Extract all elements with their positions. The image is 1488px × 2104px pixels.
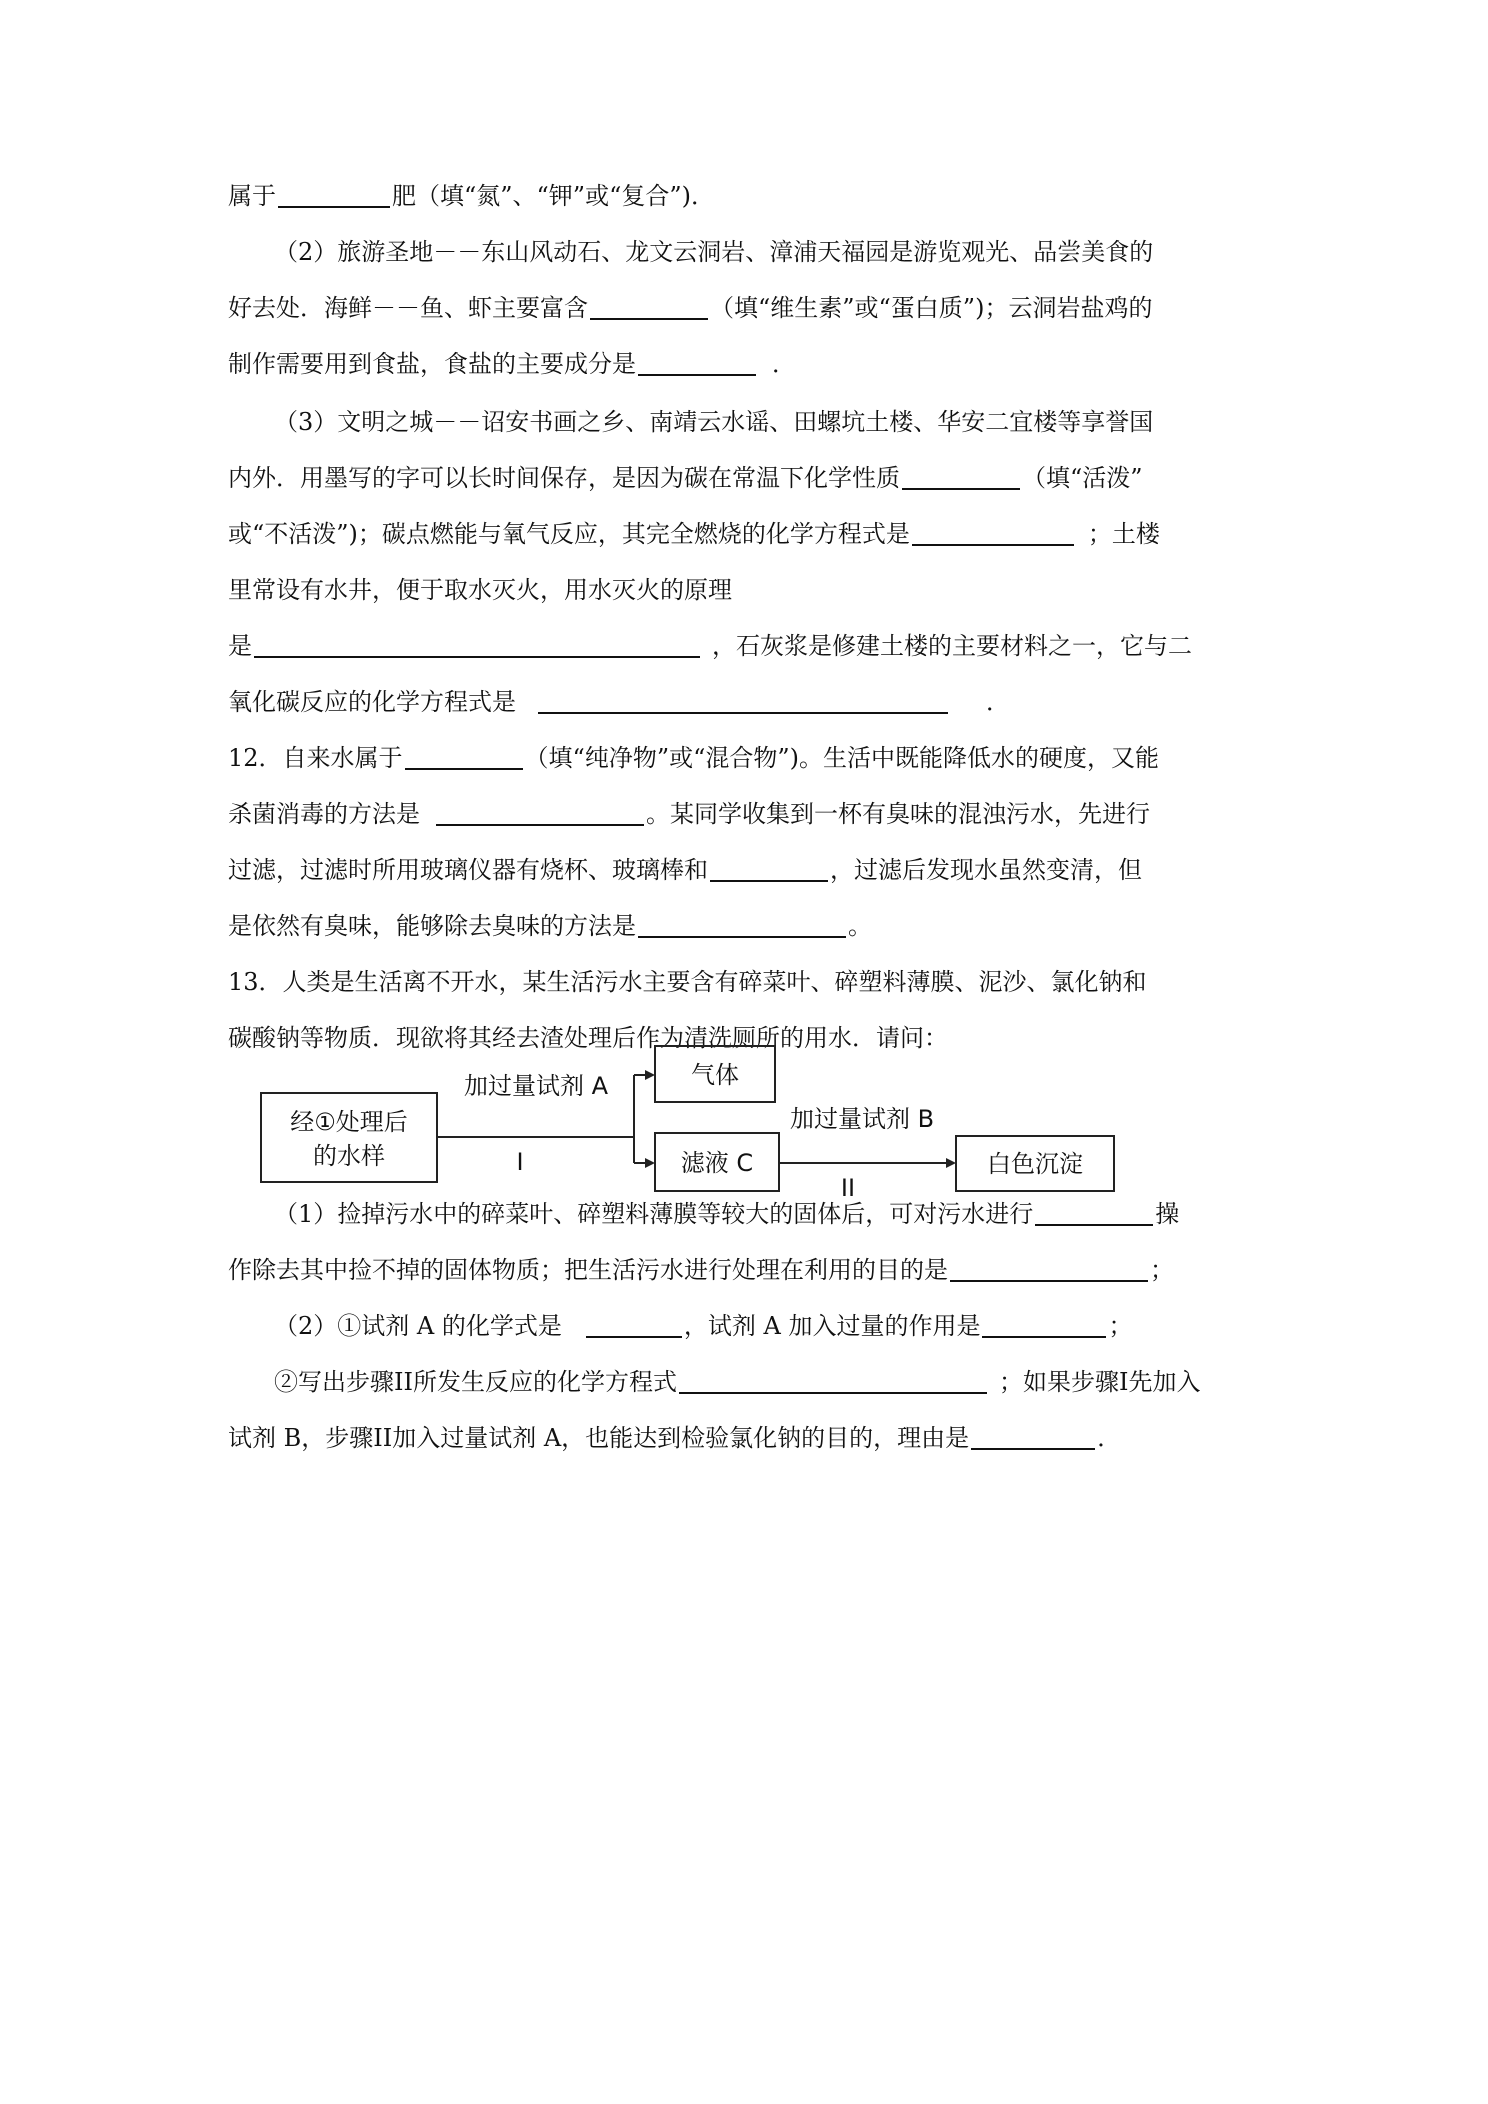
q13-text: 试剂 B，步骤II加入过量试剂 A，也能达到检验氯化钠的目的，理由是 (228, 1424, 970, 1452)
q11-text: 属于 (228, 182, 276, 210)
q13-text: ，试剂 A 加入过量的作用是 (683, 1312, 981, 1340)
q13-text: （2）①试剂 A 的化学式是 (274, 1312, 562, 1340)
q13-p2-line-3 (228, 1422, 1121, 1454)
q12-text: 。某同学收集到一杯有臭味的混浊污水，先进行 (646, 800, 1150, 828)
q12-text: （填“纯净物”或“混合物”)。生活中既能降低水的硬度，又能 (524, 744, 1159, 772)
step-ii-label: II (840, 1174, 856, 1200)
q12-text: 过滤，过滤时所用玻璃仪器有烧杯、玻璃棒和 (228, 856, 708, 884)
q12-text: 12．自来水属于 (228, 744, 403, 772)
q13-text: 作除去其中捡不掉的固体物质；把生活污水进行处理在利用的目的是 (228, 1256, 948, 1284)
reagent-b-label: 加过量试剂 B (789, 1105, 935, 1133)
q11-text: 或“不活泼”)；碳点燃能与氧气反应，其完全燃烧的化学方程式是 (228, 520, 910, 548)
answer-blank[interactable] (982, 1312, 1106, 1338)
q13-text: 碳酸钠等物质．现欲将其经去渣处理后作为清洗厕所的用水．请问： (228, 1024, 948, 1052)
q11-text: 是 (228, 632, 252, 660)
q12-text: 杀菌消毒的方法是 (228, 800, 420, 828)
q11-text: ，石灰浆是修建土楼的主要材料之一，它与二 (712, 632, 1192, 660)
answer-blank[interactable] (971, 1424, 1095, 1450)
q11-text: ． (986, 688, 1010, 716)
gas-label: 气体 (691, 1061, 739, 1089)
q11-text: （填“维生素”或“蛋白质”)；云洞岩盐鸡的 (710, 294, 1153, 322)
answer-blank[interactable] (586, 1312, 682, 1338)
arrowhead-icon (645, 1070, 655, 1080)
q13-p2-line-2 (274, 1366, 1200, 1398)
step-i-label: I (516, 1148, 524, 1176)
q13-text: ；如果步骤I先加入 (998, 1368, 1201, 1396)
q13-text: 13．人类是生活离不开水，某生活污水主要含有碎菜叶、碎塑料薄膜、泥沙、氯化钠和 (228, 968, 1147, 996)
q11-text: ． (772, 350, 796, 378)
q13-text: ； (1150, 1256, 1174, 1284)
white-precipitate-label: 白色沉淀 (987, 1150, 1083, 1178)
answer-blank[interactable] (679, 1368, 987, 1394)
q11-text: （填“活泼” (1022, 464, 1143, 492)
q11-text: 氧化碳反应的化学方程式是 (228, 688, 516, 716)
answer-blank[interactable] (950, 1256, 1148, 1282)
q11-text: 好去处．海鲜－－鱼、虾主要富含 (228, 294, 588, 322)
q11-text: （2）旅游圣地－－东山风动石、龙文云洞岩、漳浦天福园是游览观光、品尝美食的 (274, 238, 1154, 266)
q13-text: 操 (1155, 1200, 1180, 1228)
arrowhead-icon (645, 1158, 655, 1168)
q12-text: 。 (848, 912, 872, 940)
answer-blank[interactable] (1035, 1200, 1153, 1226)
q13-text: （1）捡掉污水中的碎菜叶、碎塑料薄膜等较大的固体后，可对污水进行 (274, 1200, 1034, 1228)
arrowhead-icon (946, 1158, 956, 1168)
q13-text: ； (1108, 1312, 1133, 1340)
q13-p1-line-1 (274, 1198, 1179, 1230)
q11-text: 制作需要用到食盐，食盐的主要成分是 (228, 350, 636, 378)
q13-p1-line-2 (228, 1254, 1174, 1286)
reagent-a-label: 加过量试剂 A (463, 1072, 609, 1100)
q12-text: 是依然有臭味，能够除去臭味的方法是 (228, 912, 636, 940)
q11-text: ；土楼 (1087, 520, 1160, 548)
q11-text: 内外．用墨写的字可以长时间保存，是因为碳在常温下化学性质 (228, 464, 900, 492)
filtrate-c-label: 滤液 C (680, 1149, 754, 1177)
water-sample-label: 经①处理后 (290, 1108, 408, 1136)
q11-text: 肥（填“氮”、“钾”或“复合”)． (392, 182, 715, 210)
q11-text: 里常设有水井，便于取水灭火，用水灭火的原理 (228, 576, 732, 604)
water-sample-label: 的水样 (313, 1142, 385, 1170)
q13-text: ． (1097, 1424, 1122, 1452)
q11-text: （3）文明之城－－诏安书画之乡、南靖云水谣、田螺坑土楼、华安二宜楼等享誉国 (274, 408, 1154, 436)
q13-text: ②写出步骤II所发生反应的化学方程式 (274, 1368, 677, 1396)
q13-p2-line-1 (274, 1310, 1132, 1342)
q12-text: ，过滤后发现水虽然变清，但 (830, 856, 1142, 884)
